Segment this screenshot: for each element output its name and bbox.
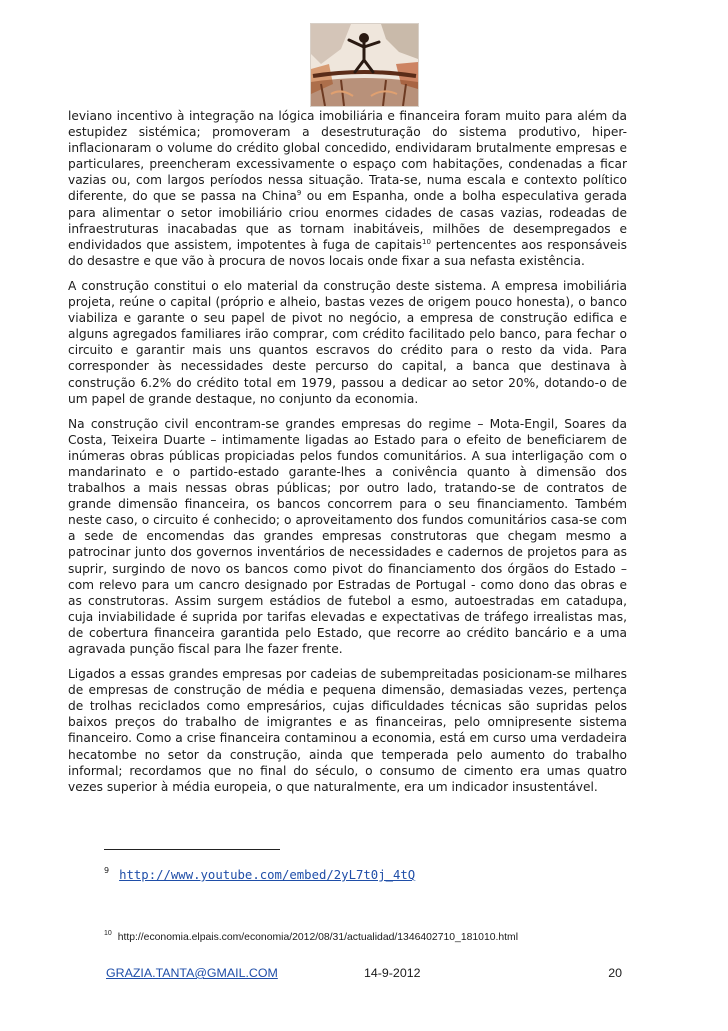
footer-email-link[interactable]: GRAZIA.TANTA@GMAIL.COM [106, 966, 278, 980]
footnote-number: 9 [104, 866, 110, 875]
paragraph [68, 416, 627, 657]
paragraph-text: Na construção civil encontram-se grandes empresas do regime – Mota-Engil, Soares da Costa, Teixeira Duarte – intimamente ligadas ao Estado para o efeito de beneficiarem de inúmeras obras públicas propiciadas pelos fundos comunitários. A sua interligação com o mandarinato e o partido-estado garante-lhes a conivência quanto à dimensão dos trabalhos a mais nessas obras públicas; por outro lado, tratando-se de contratos de grande dimensão financeira, os bancos concorrem para o seu financiamento. Também neste caso, o circuito é conhecido; o aproveitamento dos fundos comunitários casa-se com a sede de encomendas das grandes empresas construtoras que chegam mesmo a patrocinar junto dos governos inventários de necessidades e cadernos de projetos para as suprir, surgindo de novo os bancos como pivot do financiamento dos órgãos do Estado – com relevo para um cancro designado por Estradas de Portugal - como dono das obras e as construtoras. Assim surgem estádios de futebol a esmo, autoestradas em catadupa, cuja inviabilidade é suprida por tarifas elevadas e expectativas de tráfego irrealistas mas, de cobertura financeira garantida pelo Estado, que recorre ao crédito bancário e a uma agravada punção fiscal para lhe fazer frente. [68, 416, 627, 656]
footnote-text: http://economia.elpais.com/economia/2012/08/31/actualidad/1346402710_181010.html [117, 932, 519, 943]
paragraph [68, 666, 627, 795]
footnote-reference: 9 [296, 189, 302, 198]
paragraph [68, 278, 627, 407]
footer-date: 14-9-2012 [364, 966, 421, 980]
footnote-link[interactable]: http://www.youtube.com/embed/2yL7t0j_4tQ [119, 868, 416, 882]
header-logo-painting [310, 23, 419, 107]
body-text [68, 108, 627, 804]
figure-on-bridge-painting-icon [311, 24, 418, 106]
paragraph-text: pertencentes aos responsáveis do desastre e que vão à procura de novos locais onde fixar a sua nefasta existência. [68, 237, 628, 268]
paragraph-text: ou em Espanha, onde a bolha especulativa gerada para alimentar o setor imobiliário criou enormes cidades de casas vazias, rodeadas de infraestruturas inacabadas que as tornam inabitáveis, milhões de desempregados e endividados que assistem, impotentes à fuga de capitais [68, 189, 627, 252]
page-footer [106, 966, 622, 984]
paragraph [68, 108, 627, 269]
paragraph-text: A construção constitui o elo material da construção deste sistema. A empresa imobiliária projeta, reúne o capital (próprio e alheio, bastas vezes de origem pouco honesta), o banco viabiliza e garante o seu papel de pivot no negócio, a empresa de construção edifica e alguns agregados familiares irão comprar, com crédito facilitado pelo banco, para fechar o circuito e garantir mais uns quantos escravos do crédito para o resto da vida. Para corresponder às necessidades deste percurso do capital, a banca que destinava à construção 6.2% do crédito total em 1979, passou a dedicar ao setor 20%, dotando-o de um papel de grande destaque, no conjunto da economia. [68, 278, 627, 406]
paragraph-text: Ligados a essas grandes empresas por cadeias de subempreitadas posicionam-se milhares de empresas de construção de média e pequena dimensão, demasiadas vezes, pertença de trolhas reciclados como empresários, cujas dificuldades técnicas são supridas pelos baixos preços do trabalho de imigrantes e as financeiras, pelo omnipresente sistema financeiro. Como a crise financeira contaminou a economia, está em curso uma verdadeira hecatombe no setor da construção, ainda que temperada pelo aumento do trabalho informal; recordamos que no final do século, o consumo de cimento era umas quatro vezes superior à média europeia, o que naturalmente, era um indicador insustentável. [68, 667, 627, 794]
paragraph-text: leviano incentivo à integração na lógica imobiliária e financeira foram muito para além da estupidez sistémica; promoveram a desestruturação do sistema produtivo, hiper-inflacionaram o volume do crédito global concedido, endividaram brutalmente empresas e particulares, preencheram excessivamente o espaço com habitações, condenadas a ficar vazias ou, com largos períodos nessa situação. Trata-se, numa escala e contexto político diferente, do que se passa na China [68, 109, 627, 204]
page-number: 20 [608, 966, 622, 980]
footnote-10 [104, 930, 518, 943]
footnote-separator [104, 849, 280, 850]
footnote-number: 10 [104, 930, 112, 937]
footnote-reference: 10 [422, 237, 431, 246]
footnote-9 [104, 866, 415, 882]
